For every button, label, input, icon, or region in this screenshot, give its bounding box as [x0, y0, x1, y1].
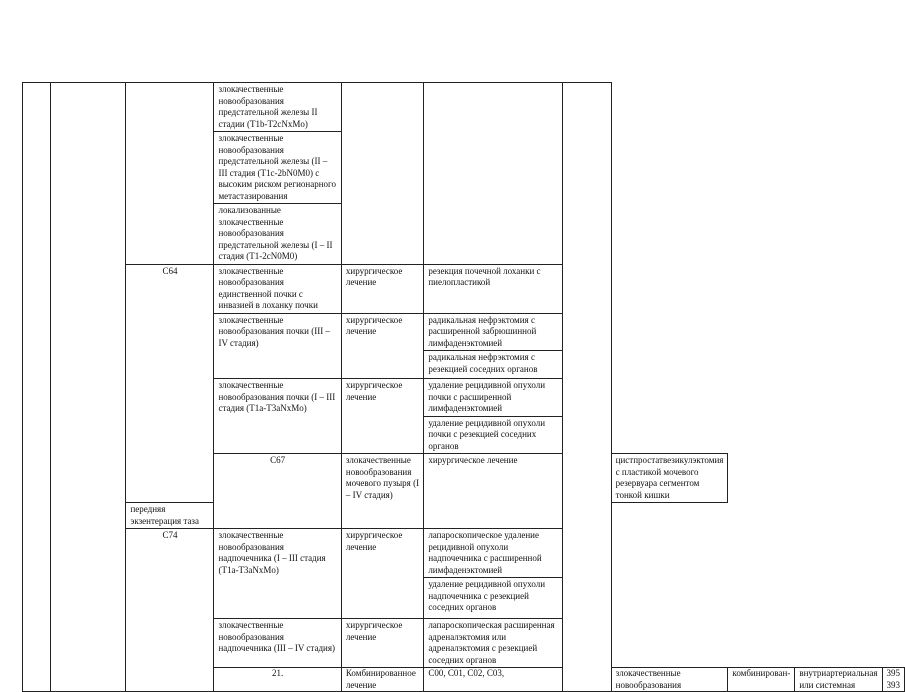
row-codes: C00, C01, C02, C03, [424, 668, 562, 692]
code-cell: C67 [214, 454, 341, 529]
method-cell: передняя экзентерация таза [126, 503, 214, 529]
diagnosis-cell: злокачественные новообразования мочевого пузыря (I – IV стадия) [341, 454, 423, 529]
method-empty [424, 83, 562, 265]
document-page [22, 82, 905, 692]
row-name: Комбинированное лечение [341, 668, 423, 692]
treatment-type-cell: хирургическое лечение [341, 313, 423, 379]
medical-care-table [22, 82, 905, 692]
treatment-type-cell: хирургическое лечение [341, 264, 423, 313]
treatment-type-cell: хирургическое лечение [341, 619, 423, 668]
treatment-type-cell: хирургическое лечение [341, 379, 423, 454]
table-row [23, 529, 905, 578]
method-cell: лапароскопическое удаление рецидивной опухоли надпочечника с расширенной лимфаденэктомией [424, 529, 562, 578]
method-cell: удаление рецидивной опухоли почки с резекцией соседних органов [424, 416, 562, 454]
treatment-type-cell: хирургическое лечение [424, 454, 562, 529]
diagnosis-cell: злокачественные новообразования надпочечника (III – IV стадия) [214, 619, 341, 668]
diagnosis-cell: злокачественные новообразования почки (I – III стадия (T1a-T3aNxMo) [214, 379, 341, 454]
table-row [23, 83, 905, 132]
diagnosis-cell: злокачественные новообразования почки (III – IV стадия) [214, 313, 341, 379]
row-method: внутриартериальная или системная [795, 668, 882, 692]
method-cell: лапароскопическая расширенная адреналэктомия или адреналэктомия с резекцией соседних органов [424, 619, 562, 668]
method-cell: удаление рецидивной опухоли надпочечника с резекцией соседних органов [424, 578, 562, 619]
diagnosis-cell: злокачественные новообразования надпочечника (I – III стадия (T1a-T3aNxMo) [214, 529, 341, 619]
method-cell: радикальная нефрэктомия с расширенной забрюшинной лимфаденэктомией [424, 313, 562, 351]
diagnosis-cell: злокачественные новообразования единственной почки с инвазией в лоханку почки [214, 264, 341, 313]
table-row [23, 264, 905, 313]
col-codes-empty [126, 83, 214, 265]
row-price: 395 393 [882, 668, 905, 692]
row-number: 21. [214, 668, 341, 692]
code-cell: C74 [126, 529, 214, 692]
method-cell: цистпростатвезикулэктомия с пластикой мочевого резервуара сегментом тонкой кишки [611, 454, 728, 503]
row-treatment-type: комбинирован- [728, 668, 795, 692]
diagnosis-cell: локализованные злокачественные новообразования предстательной железы (I – II стадия (T1-2cN0M0) [214, 204, 341, 265]
col-number-empty [23, 83, 51, 692]
col-name-empty [50, 83, 126, 692]
row-diagnosis: злокачественные новообразования [611, 668, 728, 692]
method-cell: радикальная нефрэктомия с резекцией соседних органов [424, 351, 562, 379]
diagnosis-cell: злокачественные новообразования предстательной железы II стадии (T1b-T2cNxMo) [214, 83, 341, 132]
method-cell: удаление рецидивной опухоли почки с расширенной лимфаденэктомией [424, 379, 562, 417]
code-cell: C64 [126, 264, 214, 503]
treatment-type-cell: хирургическое лечение [341, 529, 423, 619]
col-price-empty [562, 83, 611, 692]
treatment-type-empty [341, 83, 423, 265]
diagnosis-cell: злокачественные новообразования предстательной железы (II – III стадия (T1c-2bN0M0) с высоким риском регионарного метастазирования [214, 132, 341, 204]
method-cell: резекция почечной лоханки с пиелопластикой [424, 264, 562, 313]
